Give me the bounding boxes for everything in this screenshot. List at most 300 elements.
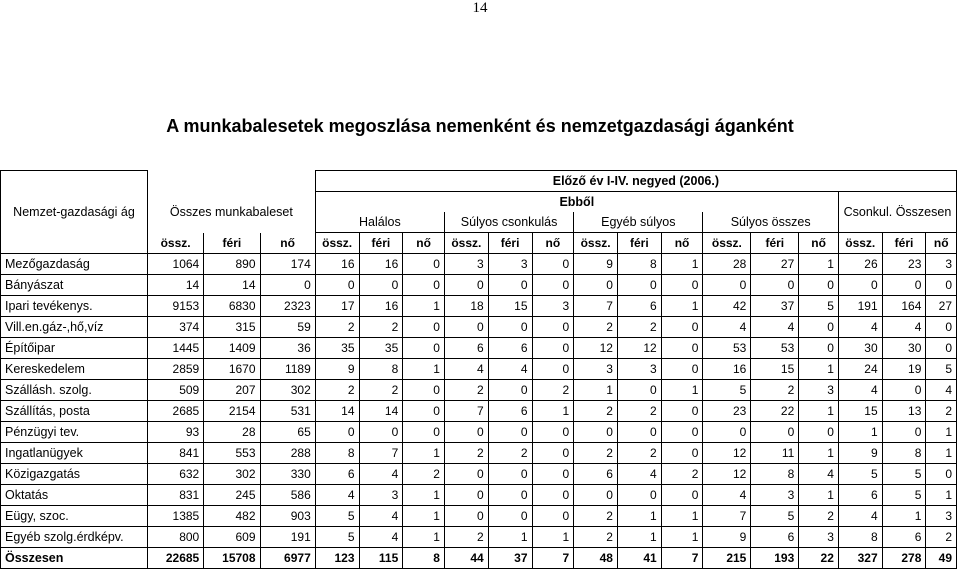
table-cell: 4 [882, 317, 926, 338]
table-cell: 28 [703, 254, 751, 275]
table-cell: 16 [703, 359, 751, 380]
table-cell: 2859 [147, 359, 203, 380]
table-cell: 0 [926, 338, 957, 359]
table-cell: 278 [882, 548, 926, 569]
table-cell: 0 [703, 422, 751, 443]
table-cell: 327 [838, 548, 882, 569]
table-cell: 2 [617, 443, 661, 464]
table-cell: 18 [444, 296, 488, 317]
table-cell: 9 [838, 443, 882, 464]
row-label: Összesen [1, 548, 148, 569]
table-cell: 903 [260, 506, 315, 527]
page-title: A munkabalesetek megoszlása nemenként és nemzetgazdasági áganként [166, 116, 794, 136]
table-cell: 8 [403, 548, 445, 569]
table-cell: 1 [799, 485, 839, 506]
table-cell: 17 [315, 296, 359, 317]
row-label: Építőipar [1, 338, 148, 359]
table-cell: 7 [359, 443, 403, 464]
total-accidents-header: Összes munkabaleset [147, 192, 315, 233]
table-cell: 1 [488, 527, 532, 548]
table-cell: 2685 [147, 401, 203, 422]
sub-header-cell: féri [617, 233, 661, 254]
table-cell: 0 [661, 485, 703, 506]
table-cell: 890 [204, 254, 260, 275]
table-cell: 1 [799, 443, 839, 464]
table-cell: 23 [882, 254, 926, 275]
table-cell: 4 [617, 464, 661, 485]
table-cell: 553 [204, 443, 260, 464]
table-cell: 0 [799, 422, 839, 443]
table-cell: 4 [359, 464, 403, 485]
table-cell: 9 [703, 527, 751, 548]
table-cell: 482 [204, 506, 260, 527]
table-cell: 35 [315, 338, 359, 359]
table-cell: 2323 [260, 296, 315, 317]
table-cell: 4 [926, 380, 957, 401]
table-cell: 6 [751, 527, 799, 548]
table-cell: 164 [882, 296, 926, 317]
table-cell: 800 [147, 527, 203, 548]
table-cell: 1 [799, 401, 839, 422]
table-cell: 1 [617, 506, 661, 527]
table-cell: 0 [799, 317, 839, 338]
table-cell: 0 [532, 338, 574, 359]
table-cell: 1 [661, 506, 703, 527]
severe-mutilating-header: Súlyos csonkulás [444, 212, 573, 233]
table-cell: 2 [574, 443, 618, 464]
table-cell: 0 [488, 485, 532, 506]
table-cell: 1 [661, 296, 703, 317]
table-cell: 0 [882, 275, 926, 296]
table-cell: 2 [444, 527, 488, 548]
table-cell: 8 [315, 443, 359, 464]
table-cell: 3 [926, 254, 957, 275]
table-cell: 330 [260, 464, 315, 485]
severe-total-header: Súlyos összes [703, 212, 838, 233]
table-cell: 7 [574, 296, 618, 317]
table-cell: 0 [532, 443, 574, 464]
table-cell: 22 [799, 548, 839, 569]
table-cell: 2 [926, 527, 957, 548]
table-cell: 0 [574, 485, 618, 506]
table-cell: 1 [661, 254, 703, 275]
page-number: 14 [472, 0, 488, 16]
table-cell: 4 [838, 506, 882, 527]
table-cell: 2 [617, 317, 661, 338]
table-cell: 0 [661, 401, 703, 422]
table-cell: 0 [926, 464, 957, 485]
table-cell: 5 [926, 359, 957, 380]
table-cell: 586 [260, 485, 315, 506]
table-cell: 3 [444, 254, 488, 275]
table-cell: 0 [703, 275, 751, 296]
table-cell: 22 [751, 401, 799, 422]
table-cell: 1 [838, 422, 882, 443]
table-cell: 5 [315, 527, 359, 548]
table-cell: 2 [359, 380, 403, 401]
table-cell: 0 [532, 359, 574, 380]
table-cell: 2 [444, 443, 488, 464]
table-cell: 0 [488, 317, 532, 338]
table-cell: 3 [926, 506, 957, 527]
sub-header-cell: nő [926, 233, 957, 254]
table-cell: 1 [532, 527, 574, 548]
table-cell: 4 [488, 359, 532, 380]
table-cell: 14 [204, 275, 260, 296]
table-cell: 302 [260, 380, 315, 401]
table-cell: 48 [574, 548, 618, 569]
table-cell: 27 [926, 296, 957, 317]
table-cell: 374 [147, 317, 203, 338]
table-cell: 0 [574, 422, 618, 443]
sub-header-cell: féri [751, 233, 799, 254]
table-cell: 36 [260, 338, 315, 359]
row-label: Szállítás, posta [1, 401, 148, 422]
other-severe-header: Egyéb súlyos [574, 212, 703, 233]
table-cell: 1 [882, 506, 926, 527]
table-cell: 0 [799, 338, 839, 359]
table-cell: 0 [838, 275, 882, 296]
table-cell: 0 [488, 275, 532, 296]
table-cell: 19 [882, 359, 926, 380]
table-cell: 7 [532, 548, 574, 569]
table-cell: 1 [403, 506, 445, 527]
table-cell: 2 [617, 401, 661, 422]
table-cell: 191 [260, 527, 315, 548]
total-row [1, 548, 957, 569]
table-cell: 16 [359, 254, 403, 275]
table-cell: 115 [359, 548, 403, 569]
row-label: Eügy, szoc. [1, 506, 148, 527]
table-cell: 0 [315, 275, 359, 296]
row-label: Szállásh. szolg. [1, 380, 148, 401]
table-cell: 37 [751, 296, 799, 317]
table-cell: 0 [403, 380, 445, 401]
table-cell: 5 [751, 506, 799, 527]
table-cell: 6830 [204, 296, 260, 317]
table-cell: 1409 [204, 338, 260, 359]
table-cell: 0 [403, 254, 445, 275]
table-cell: 0 [403, 317, 445, 338]
table-cell: 0 [444, 506, 488, 527]
table-cell: 5 [882, 485, 926, 506]
table-cell: 93 [147, 422, 203, 443]
table-cell: 1 [661, 380, 703, 401]
blank-header-cell [147, 171, 315, 192]
table-cell: 9 [574, 254, 618, 275]
table-cell: 1445 [147, 338, 203, 359]
table-cell: 41 [617, 548, 661, 569]
table-cell: 2 [661, 464, 703, 485]
table-cell: 9153 [147, 296, 203, 317]
table-cell: 315 [204, 317, 260, 338]
sub-header-cell: össz. [574, 233, 618, 254]
sub-header-cell: féri [488, 233, 532, 254]
table-cell: 0 [532, 317, 574, 338]
row-label: Vill.en.gáz-,hő,víz [1, 317, 148, 338]
table-cell: 44 [444, 548, 488, 569]
table-cell: 0 [532, 422, 574, 443]
table-cell: 13 [882, 401, 926, 422]
table-cell: 0 [574, 275, 618, 296]
table-cell: 35 [359, 338, 403, 359]
table-cell: 191 [838, 296, 882, 317]
table-row [1, 443, 957, 464]
sub-header-cell: össz. [838, 233, 882, 254]
table-cell: 0 [617, 485, 661, 506]
table-row [1, 359, 957, 380]
table-cell: 0 [403, 422, 445, 443]
table-cell: 0 [532, 464, 574, 485]
table-cell: 1 [403, 527, 445, 548]
table-cell: 22685 [147, 548, 203, 569]
table-cell: 42 [703, 296, 751, 317]
table-cell: 1 [403, 359, 445, 380]
table-cell: 174 [260, 254, 315, 275]
table-cell: 14 [147, 275, 203, 296]
table-cell: 3 [574, 359, 618, 380]
table-cell: 0 [315, 422, 359, 443]
table-cell: 12 [617, 338, 661, 359]
table-cell: 1385 [147, 506, 203, 527]
table-cell: 0 [661, 317, 703, 338]
table-cell: 2 [751, 380, 799, 401]
table-cell: 288 [260, 443, 315, 464]
table-cell: 6 [488, 401, 532, 422]
table-cell: 0 [488, 464, 532, 485]
table-cell: 6 [882, 527, 926, 548]
table-cell: 509 [147, 380, 203, 401]
table-cell: 12 [703, 443, 751, 464]
table-cell: 8 [838, 527, 882, 548]
sub-header-cell: féri [359, 233, 403, 254]
table-cell: 6 [617, 296, 661, 317]
fatal-header: Halálos [315, 212, 444, 233]
table-cell: 1670 [204, 359, 260, 380]
row-label: Ingatlanügyek [1, 443, 148, 464]
table-cell: 0 [444, 422, 488, 443]
table-cell: 2 [359, 317, 403, 338]
table-cell: 6 [488, 338, 532, 359]
table-cell: 2 [574, 527, 618, 548]
table-cell: 3 [799, 380, 839, 401]
table-cell: 0 [751, 275, 799, 296]
table-cell: 0 [882, 422, 926, 443]
table-cell: 2 [926, 401, 957, 422]
table-cell: 16 [359, 296, 403, 317]
table-cell: 28 [204, 422, 260, 443]
table-cell: 8 [617, 254, 661, 275]
table-cell: 15 [838, 401, 882, 422]
table-cell: 8 [882, 443, 926, 464]
table-cell: 4 [703, 317, 751, 338]
sub-header-cell: nő [532, 233, 574, 254]
table-cell: 0 [444, 464, 488, 485]
table-cell: 24 [838, 359, 882, 380]
table-cell: 0 [882, 380, 926, 401]
table-cell: 0 [532, 254, 574, 275]
table-cell: 2 [532, 380, 574, 401]
table-cell: 49 [926, 548, 957, 569]
table-cell: 0 [532, 485, 574, 506]
table-cell: 2 [403, 464, 445, 485]
table-cell: 531 [260, 401, 315, 422]
table-cell: 0 [444, 485, 488, 506]
table-cell: 4 [838, 380, 882, 401]
table-cell: 1 [403, 296, 445, 317]
table-row [1, 296, 957, 317]
table-cell: 2 [315, 380, 359, 401]
table-row [1, 527, 957, 548]
table-cell: 3 [359, 485, 403, 506]
table-cell: 0 [926, 317, 957, 338]
table-cell: 0 [260, 275, 315, 296]
sector-header: Nemzet-gazdasági ág [1, 171, 148, 254]
table-cell: 0 [488, 422, 532, 443]
table-row [1, 422, 957, 443]
table-cell: 841 [147, 443, 203, 464]
table-cell: 0 [799, 275, 839, 296]
table-cell: 207 [204, 380, 260, 401]
table-cell: 6977 [260, 548, 315, 569]
table-cell: 0 [661, 275, 703, 296]
table-cell: 0 [444, 317, 488, 338]
table-cell: 15 [751, 359, 799, 380]
table-cell: 5 [838, 464, 882, 485]
table-cell: 8 [751, 464, 799, 485]
table-cell: 302 [204, 464, 260, 485]
table-cell: 53 [703, 338, 751, 359]
table-cell: 2 [315, 317, 359, 338]
sub-header-cell: össz. [315, 233, 359, 254]
table-cell: 14 [315, 401, 359, 422]
table-row [1, 254, 957, 275]
sub-header-cell: nő [661, 233, 703, 254]
row-label: Bányászat [1, 275, 148, 296]
table-cell: 0 [617, 275, 661, 296]
table-row [1, 317, 957, 338]
table-cell: 37 [488, 548, 532, 569]
table-cell: 609 [204, 527, 260, 548]
table-cell: 1 [799, 359, 839, 380]
table-cell: 23 [703, 401, 751, 422]
table-cell: 27 [751, 254, 799, 275]
table-cell: 5 [315, 506, 359, 527]
table-cell: 4 [751, 317, 799, 338]
table-cell: 0 [359, 422, 403, 443]
table-cell: 1064 [147, 254, 203, 275]
table-cell: 4 [703, 485, 751, 506]
table-cell: 1189 [260, 359, 315, 380]
table-cell: 1 [799, 254, 839, 275]
table-cell: 4 [359, 506, 403, 527]
table-cell: 0 [617, 422, 661, 443]
table-cell: 3 [617, 359, 661, 380]
table-cell: 245 [204, 485, 260, 506]
table-cell: 632 [147, 464, 203, 485]
table-cell: 0 [403, 338, 445, 359]
period-header: Előző év I-IV. negyed (2006.) [315, 171, 956, 192]
sub-header-cell: össz. [147, 233, 203, 254]
table-body [1, 254, 957, 569]
table-row [1, 464, 957, 485]
row-label: Ipari tevékenys. [1, 296, 148, 317]
table-cell: 2 [444, 380, 488, 401]
table-cell: 7 [703, 506, 751, 527]
table-cell: 3 [799, 527, 839, 548]
of-which-header: Ebből [315, 192, 838, 213]
sub-header-cell: nő [799, 233, 839, 254]
row-label: Mezőgazdaság [1, 254, 148, 275]
row-label: Közigazgatás [1, 464, 148, 485]
table-cell: 1 [574, 380, 618, 401]
csonkul-total-label: Csonkul. Összesen [843, 204, 952, 219]
table-cell: 2 [574, 401, 618, 422]
sub-header-cell: féri [882, 233, 926, 254]
table-cell: 1 [926, 485, 957, 506]
table-cell: 4 [444, 359, 488, 380]
table-cell: 2154 [204, 401, 260, 422]
table-row [1, 380, 957, 401]
table-cell: 0 [661, 422, 703, 443]
table-cell: 0 [661, 359, 703, 380]
table-cell: 215 [703, 548, 751, 569]
table-cell: 2 [799, 506, 839, 527]
table-cell: 2 [574, 506, 618, 527]
table-cell: 6 [574, 464, 618, 485]
table-cell: 5 [703, 380, 751, 401]
table-cell: 8 [359, 359, 403, 380]
table-row [1, 338, 957, 359]
table-cell: 4 [799, 464, 839, 485]
table-cell: 2 [574, 317, 618, 338]
table-row [1, 275, 957, 296]
table-cell: 9 [315, 359, 359, 380]
table-cell: 0 [403, 401, 445, 422]
table-cell: 193 [751, 548, 799, 569]
table-cell: 30 [882, 338, 926, 359]
table-cell: 0 [359, 275, 403, 296]
table-cell: 30 [838, 338, 882, 359]
table-cell: 1 [926, 443, 957, 464]
sub-header-cell: nő [260, 233, 315, 254]
accident-statistics-table [0, 170, 957, 569]
table-cell: 4 [359, 527, 403, 548]
table-cell: 1 [661, 527, 703, 548]
table-row [1, 506, 957, 527]
table-cell: 1 [403, 485, 445, 506]
table-cell: 14 [359, 401, 403, 422]
table-row [1, 485, 957, 506]
sub-header-cell: össz. [703, 233, 751, 254]
table-cell: 6 [315, 464, 359, 485]
table-cell: 26 [838, 254, 882, 275]
table-cell: 0 [926, 275, 957, 296]
table-cell: 831 [147, 485, 203, 506]
table-cell: 5 [799, 296, 839, 317]
table-cell: 6 [838, 485, 882, 506]
table-cell: 3 [751, 485, 799, 506]
sub-header-cell: nő [403, 233, 445, 254]
table-cell: 0 [661, 338, 703, 359]
table-cell: 0 [403, 275, 445, 296]
table-cell: 15708 [204, 548, 260, 569]
table-cell: 6 [444, 338, 488, 359]
table-cell: 1 [532, 401, 574, 422]
table-cell: 1 [403, 443, 445, 464]
table-cell: 4 [838, 317, 882, 338]
sub-header-cell: féri [204, 233, 260, 254]
